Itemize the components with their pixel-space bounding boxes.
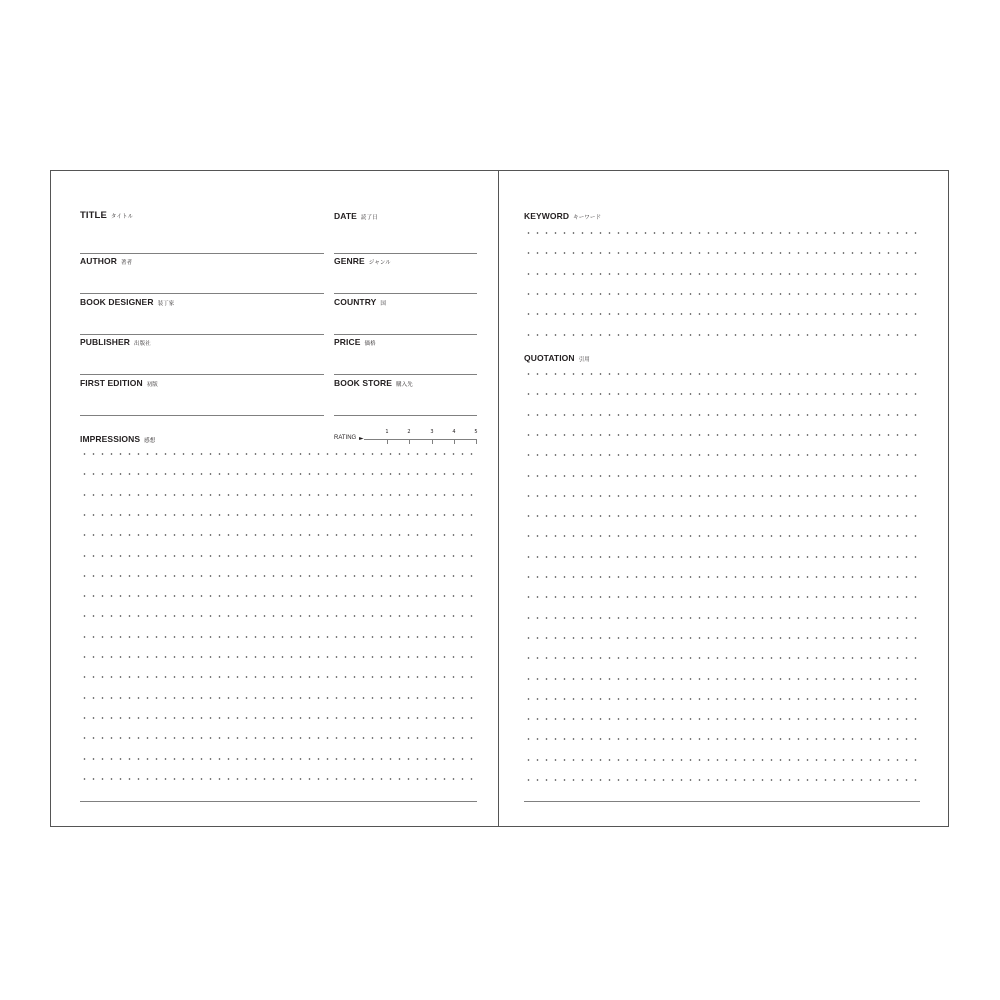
dotted-writing-line[interactable] [524, 576, 922, 578]
dotted-writing-line[interactable] [524, 738, 922, 740]
date-field-label [334, 211, 378, 223]
rating-scale[interactable] [334, 428, 479, 446]
price-field-line[interactable] [334, 374, 477, 375]
price-label-jp: 価格 [364, 341, 376, 347]
dotted-writing-line[interactable] [524, 637, 922, 639]
country-label-jp: 国 [380, 301, 387, 307]
dotted-writing-line[interactable] [80, 615, 479, 617]
first-edition-field-line[interactable] [80, 415, 324, 416]
dotted-writing-line[interactable] [524, 414, 922, 416]
book-store-label-en: BOOK STORE [334, 378, 392, 388]
impressions-label-en: IMPRESSIONS [80, 434, 141, 444]
rating-label: RATING [334, 435, 357, 441]
country-field-label [334, 297, 386, 309]
dotted-writing-line[interactable] [524, 678, 922, 680]
left-page [51, 171, 499, 826]
book-store-field-label [334, 378, 413, 390]
book-store-label-jp: 購入先 [396, 382, 413, 388]
rating-number: 2 [407, 429, 411, 435]
keyword-label [524, 211, 601, 223]
dotted-writing-line[interactable] [80, 473, 479, 475]
dotted-writing-line[interactable] [80, 717, 479, 719]
dotted-writing-line[interactable] [80, 514, 479, 516]
title-label-en: TITLE [80, 210, 107, 221]
author-field-label [80, 256, 132, 268]
dotted-writing-line[interactable] [80, 555, 479, 557]
title-field-label [80, 211, 133, 222]
dotted-writing-line[interactable] [524, 313, 922, 315]
impressions-label-jp: 感想 [144, 438, 156, 444]
genre-field-line[interactable] [334, 293, 477, 294]
first-edition-field-label [80, 378, 158, 390]
publisher-label-jp: 出版社 [134, 341, 151, 347]
rating-tick-5[interactable] [471, 429, 481, 444]
dotted-writing-line[interactable] [524, 252, 922, 254]
author-field-line[interactable] [80, 293, 324, 294]
dotted-writing-line[interactable] [80, 534, 479, 536]
country-field-line[interactable] [334, 334, 477, 335]
dotted-writing-line[interactable] [524, 535, 922, 537]
quotation-label [524, 353, 590, 365]
book-designer-label-en: BOOK DESIGNER [80, 297, 154, 307]
dotted-writing-line[interactable] [524, 434, 922, 436]
notebook-spread [50, 170, 949, 827]
dotted-writing-line[interactable] [524, 232, 922, 234]
first-edition-label-en: FIRST EDITION [80, 378, 143, 388]
title-field-line[interactable] [80, 253, 324, 254]
dotted-writing-line[interactable] [524, 698, 922, 700]
rating-number: 1 [385, 429, 389, 435]
left-page-bottom-rule [80, 801, 477, 802]
keyword-label-en: KEYWORD [524, 211, 570, 221]
publisher-label-en: PUBLISHER [80, 337, 131, 347]
dotted-writing-line[interactable] [80, 697, 479, 699]
dotted-writing-line[interactable] [524, 373, 922, 375]
genre-label-jp: ジャンル [368, 260, 391, 266]
rating-tick-2[interactable] [404, 429, 414, 444]
dotted-writing-line[interactable] [524, 334, 922, 336]
rating-line [364, 439, 477, 440]
genre-field-label [334, 256, 391, 268]
country-label-en: COUNTRY [334, 297, 377, 307]
publisher-field-line[interactable] [80, 374, 324, 375]
dotted-writing-line[interactable] [80, 494, 479, 496]
dotted-writing-line[interactable] [80, 737, 479, 739]
dotted-writing-line[interactable] [80, 758, 479, 760]
dotted-writing-line[interactable] [80, 778, 479, 780]
book-store-field-line[interactable] [334, 415, 477, 416]
book-designer-field-label [80, 297, 174, 309]
rating-number: 3 [430, 429, 434, 435]
author-label-jp: 著者 [120, 260, 133, 266]
dotted-writing-line[interactable] [524, 515, 922, 517]
dotted-writing-line[interactable] [524, 759, 922, 761]
dotted-writing-line[interactable] [524, 495, 922, 497]
dotted-writing-line[interactable] [80, 453, 479, 455]
quotation-label-en: QUOTATION [524, 353, 575, 363]
rating-arrow-icon: ► [359, 435, 364, 442]
genre-label-en: GENRE [334, 256, 365, 266]
rating-tick-4[interactable] [449, 429, 459, 444]
book-designer-field-line[interactable] [80, 334, 324, 335]
dotted-writing-line[interactable] [524, 293, 922, 295]
date-label-jp: 読了日 [360, 215, 378, 221]
dotted-writing-line[interactable] [524, 718, 922, 720]
date-label-en: DATE [334, 211, 357, 221]
first-edition-label-jp: 初版 [146, 382, 158, 388]
right-page [499, 171, 948, 826]
dotted-writing-line[interactable] [80, 575, 479, 577]
title-label-jp: タイトル [110, 214, 134, 220]
book-designer-label-jp: 装丁家 [157, 301, 175, 307]
date-field-line[interactable] [334, 253, 477, 254]
impressions-label [80, 434, 155, 446]
dotted-writing-line[interactable] [524, 779, 922, 781]
publisher-field-label [80, 337, 151, 349]
price-label-en: PRICE [334, 337, 361, 347]
dotted-writing-line[interactable] [80, 636, 479, 638]
dotted-writing-line[interactable] [80, 595, 479, 597]
dotted-writing-line[interactable] [524, 454, 922, 456]
author-label-en: AUTHOR [80, 256, 117, 266]
dotted-writing-line[interactable] [524, 596, 922, 598]
rating-tick-3[interactable] [427, 429, 437, 444]
rating-number: 5 [474, 429, 478, 435]
dotted-writing-line[interactable] [524, 657, 922, 659]
quotation-label-jp: 引用 [578, 357, 590, 363]
price-field-label [334, 337, 376, 349]
dotted-writing-line[interactable] [80, 676, 479, 678]
dotted-writing-line[interactable] [524, 475, 922, 477]
right-page-bottom-rule [524, 801, 920, 802]
dotted-writing-line[interactable] [524, 556, 922, 558]
dotted-writing-line[interactable] [80, 656, 479, 658]
keyword-label-jp: キーワード [573, 215, 602, 221]
dotted-writing-line[interactable] [524, 617, 922, 619]
rating-number: 4 [452, 429, 456, 435]
dotted-writing-line[interactable] [524, 393, 922, 395]
rating-tick-1[interactable] [382, 429, 392, 444]
dotted-writing-line[interactable] [524, 273, 922, 275]
